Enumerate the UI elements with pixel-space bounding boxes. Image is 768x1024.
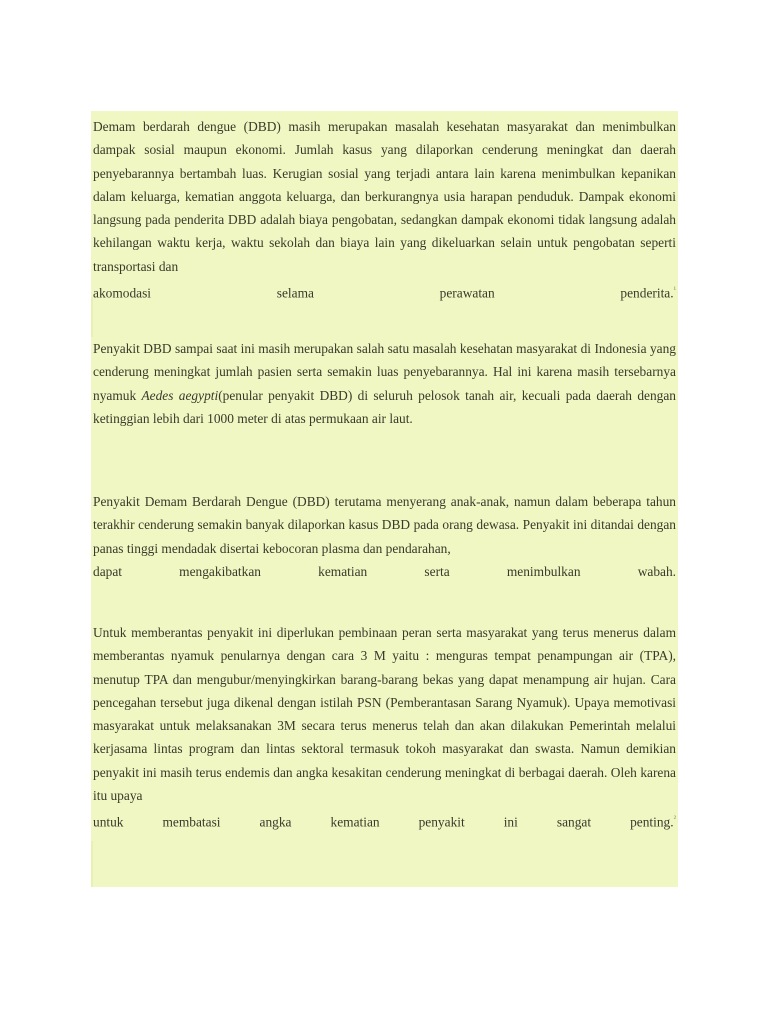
paragraph-gap-marker: [91, 841, 93, 887]
paragraph-dbd-impact: [93, 115, 676, 305]
paragraph-text: Untuk memberantas penyakit ini diperlukan pembinaan peran serta masyarakat yang terus menerus dalam memberantas nyamuk penularnya dengan cara 3 M yaitu : menguras tempat penampungan air (TPA), menutup TPA dan mengubur/menyingkirkan barang-barang bekas yang dapat menampung air hujan. Cara pencegahan tersebut juga dikenal dengan istilah PSN (Pemberantasan Sarang Nyamuk). Upaya memotivasi masyarakat untuk melaksanakan 3M secara terus menerus telah dan akan dilakukan Pemerintah melalui kerjasama lintas program dan lintas sektoral termasuk tokoh masyarakat dan swasta. Namun demikian penyakit ini masih terus endemis dan angka kesakitan cenderung meningkat di berbagai daerah. Oleh karena itu upaya: [93, 625, 676, 804]
paragraph-last-line: untuk membatasi angka kematian penyakit ini sangat penting.$^{^2}$: [93, 814, 676, 830]
paragraph-text: Penyakit Demam Berdarah Dengue (DBD) terutama menyerang anak-anak, namun dalam beberapa tahun terakhir cenderung semakin banyak dilaporkan kasus DBD pada orang dewasa. Penyakit ini ditandai dengan panas tinggi mendadak disertai kebocoran plasma dan pendarahan,: [93, 494, 676, 556]
paragraph-dbd-symptoms: [93, 490, 676, 583]
paragraph-dbd-prevention: [93, 621, 676, 834]
paragraph-text: Demam berdarah dengue (DBD) masih merupakan masalah kesehatan masyarakat dan menimbulkan dampak sosial maupun ekonomi. Jumlah kasus yang dilaporkan cenderung meningkat dan daerah penyebarannya bertambah luas. Kerugian sosial yang terjadi antara lain karena menimbulkan kepanikan dalam keluarga, kematian anggota keluarga, dan berkurangnya usia harapan penduduk. Dampak ekonomi langsung pada penderita DBD adalah biaya pengobatan, sedangkan dampak ekonomi tidak langsung adalah kehilangan waktu kerja, waktu sekolah dan biaya lain yang dikeluarkan selain untuk pengobatan seperti transportasi dan: [93, 119, 676, 274]
paragraph-dbd-indonesia: [93, 337, 676, 430]
footnote-mark: ¹: [673, 285, 676, 295]
paragraph-text: (penular penyakit DBD) di seluruh pelosok tanah air, kecuali pada daerah dengan ketinggian lebih dari 1000 meter di atas permukaan air laut.: [93, 387, 676, 426]
paragraph-last-line: akomodasi selama perawatan penderita.$^{^1}$: [93, 285, 676, 301]
paragraph-last-line: dapat mengakibatkan kematian serta menimbulkan wabah.: [93, 563, 676, 579]
species-name: Aedes aegypti: [141, 387, 219, 403]
document-page: [91, 111, 678, 887]
paragraph-text: Penyakit DBD sampai saat ini masih merupakan salah satu masalah kesehatan masyarakat di Indonesia yang cenderung meningkat jumlah pasien serta semakin luas penyebarannya. Hal ini karena masih tersebarnya nyamuk: [93, 341, 676, 403]
footnote-mark: ²: [673, 814, 676, 824]
